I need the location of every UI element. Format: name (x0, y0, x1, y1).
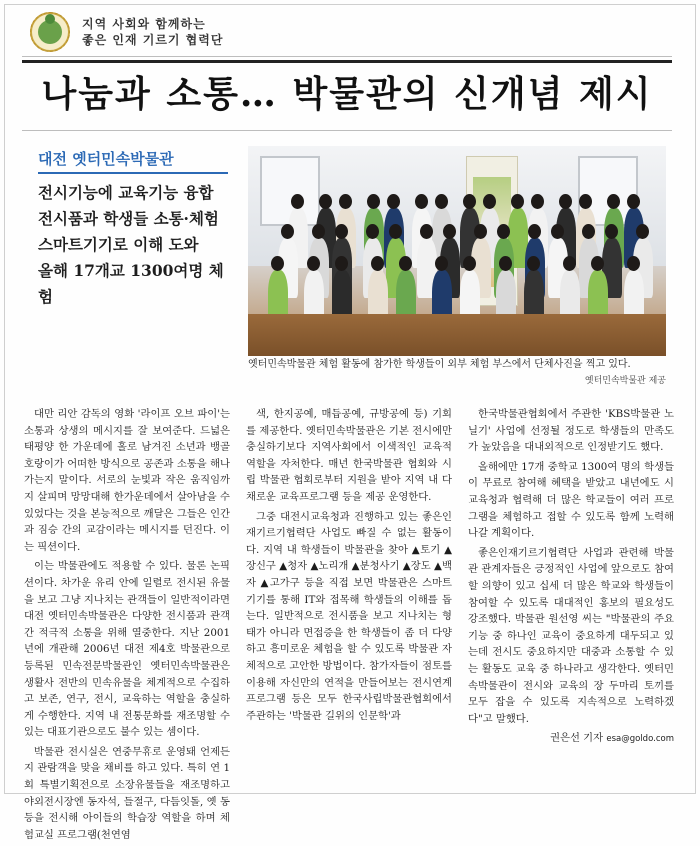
photo-person-head (551, 224, 564, 239)
organization-rule (38, 172, 228, 174)
photo-person-head (335, 256, 348, 271)
logo-emblem (38, 20, 62, 44)
photo-person-head (312, 224, 325, 239)
photo-person-head (499, 256, 512, 271)
photo-person-head (371, 256, 384, 271)
reporter-name: 권은선 기자 (550, 732, 604, 745)
paragraph: 올해에만 17개 중학교 1300여 명의 학생들이 무료로 참여해 혜택을 받았고 내년에도 시교육청과 협력해 더 많은 학교들이 여러 프로그램을 체험하고 접할 수 있도록 함께 노력해 나갈 계획이다. (468, 460, 674, 540)
photo-person-head (463, 256, 476, 271)
photo-person-head (579, 194, 592, 209)
body-column-3 (468, 406, 674, 748)
photo-person-head (511, 194, 524, 209)
slogan-line-1: 지역 사회와 함께하는 (82, 17, 206, 31)
photo-person-head (271, 256, 284, 271)
photo-caption: 옛터민속박물관 체험 활동에 참가한 학생들이 외부 체험 부스에서 단체사진을 찍고 있다. (248, 359, 631, 370)
photo-person-head (420, 224, 433, 239)
photo-person-head (387, 194, 400, 209)
subhead-line: 전시기능에 교육기능 융합 (38, 183, 214, 202)
photo-person-head (483, 194, 496, 209)
photo-person-head (627, 256, 640, 271)
photo-person-head (591, 256, 604, 271)
subhead (38, 180, 238, 310)
byline (468, 730, 674, 748)
photo-person-head (528, 224, 541, 239)
subhead-line: 올해 17개교 1300여명 체험 (38, 261, 224, 306)
photo-person-head (291, 194, 304, 209)
header (30, 12, 223, 52)
slogan-line-2: 좋은 인재 기르기 협력단 (82, 33, 224, 47)
paragraph: 좋은인재기르기협력단 사업과 관련해 박물관 관계자들은 긍정적인 사업에 앞으로도 참여할 의향이 있고 십세 더 많은 학교와 학생들이 참여할 수 있도록 대대적인 홍보의 필요성도 강조했다. 박물관 원선영 씨는 "박물관의 주요 기능 중 하나인 교육이 중요하게 대두되고 있는데 전시도 중요하지만 대중과 소통할 수 있는 활동도 교육 중 하나라고 생각한다. 옛터민속박물관이 전시와 교육의 장 두마리 토끼를 모두 잡을 수 있도록 지속적으로 노력하겠다"고 말했다. (468, 546, 674, 725)
photo-person-head (463, 194, 476, 209)
photo-person-head (531, 194, 544, 209)
photo-person-head (435, 256, 448, 271)
article-body (24, 406, 674, 841)
photo-person-head (399, 256, 412, 271)
header-rule (22, 56, 672, 57)
headline: 나눔과 소통… 박물관의 신개념 제시 (41, 73, 653, 115)
headline-bottom-rule (22, 130, 672, 131)
photo-person-head (636, 224, 649, 239)
photo-person-head (559, 194, 572, 209)
subhead-line: 스마트기기로 이해 도와 (38, 235, 199, 254)
photo-person-head (627, 194, 640, 209)
body-column-2 (246, 406, 452, 727)
photo-person-head (443, 224, 456, 239)
photo-person-head (339, 194, 352, 209)
photo-person-head (474, 224, 487, 239)
organization-name: 대전 옛터민속박물관 (38, 150, 174, 168)
paragraph: 대만 리안 감독의 영화 '라이프 오브 파이'는 소통과 상생의 메시지를 잘 보여준다. 드넓은 태평양 한 가운데에 홀로 남겨진 소년과 뱅골 호랑이가 어떠한 방식으로 공존과 소통을 해나가는지 말이다. 서로의 눈빛과 작은 움직임까지 살피며 망망대해 한가운데에서 살아남을 수 있었다는 것을 본능적으로 깨달은 그들은 인간과 짐승 간의 교감이라는 메시지를 던진다. 이는 픽션이다. (24, 408, 230, 553)
paragraph: 박물관 전시실은 연중무휴로 운영돼 언제든지 관람객을 맞을 채비를 하고 있다. 특히 연 1회 특별기획전으로 소장유물들을 재조명하고 야외전시장엔 동자석, 들절구, 다듬잇돌, 옛 동 등을 전시해 아이들의 학습장 역할을 하며 체험교실 프로그램(천연염 (24, 745, 230, 841)
foundation-logo-icon (30, 12, 70, 52)
photo-person-head (582, 224, 595, 239)
photo-person-head (435, 194, 448, 209)
headline-top-rule (22, 60, 672, 63)
photo-person-head (366, 224, 379, 239)
body-column-1 (24, 406, 230, 846)
paragraph: 한국박물관협회에서 주관한 'KBS박물관 노닐기' 사업에 선정될 정도로 학생들의 만족도가 높았음을 대내외적으로 인정받기도 했다. (468, 408, 674, 454)
photo-person-head (527, 256, 540, 271)
photo-person-head (497, 224, 510, 239)
paragraph: 색, 한지공예, 매듭공예, 규방공예 등) 기회를 제공한다. 옛터민속박물관은 기본 전시에만 충실하기보다 지역사회에서 이색적인 교육적 역할을 자처한다. 매년 한국박물관 협회와 시립 박물관 협회로부터 지원을 받아 지역 내 다채로운 교육프로그램 등을 제공 운영한다. (246, 408, 452, 503)
photo-table (248, 314, 666, 356)
photo-person-head (307, 256, 320, 271)
photo-person-head (367, 194, 380, 209)
photo-person-head (319, 194, 332, 209)
photo-person-head (281, 224, 294, 239)
group-photo (248, 146, 666, 356)
photo-person-head (605, 224, 618, 239)
paragraph: 이는 박물관에도 적용할 수 있다. 물론 논픽션이다. 차가운 유리 안에 일렬로 전시된 유물을 보고 그냥 지나치는 관객들이 일반적이라면 대전 옛터민속박물관은 다양한 전시품과 관객 간 적극적 소통을 위해 열중한다. 지난 2001년에 개관해 2006년 대전 제4호 박물관으로 등록된 민속전문박물관인 옛터민속박물관은 생활사 전반의 민속유물을 체계적으로 수집하고 보존, 연구, 전시, 교육하는 역할을 충실하게 수행한다. 지역 내 전통문화를 재조명할 수 있는 대표기관으로도 불수 있는 셈이다. (24, 560, 230, 739)
reporter-email[interactable]: esa@goldo.com (606, 734, 674, 745)
slogan (82, 16, 223, 48)
photo-credit: 옛터민속박물관 제공 (584, 376, 666, 386)
photo-person-head (335, 224, 348, 239)
subhead-line: 전시품과 학생들 소통·체험 (38, 209, 219, 228)
photo-person-head (415, 194, 428, 209)
photo-person-head (389, 224, 402, 239)
photo-person-head (607, 194, 620, 209)
paragraph: 그중 대전시교육청과 진행하고 있는 좋은인재기르기협력단 사업도 빠질 수 없는 활동이다. 지역 내 학생들이 박물관을 찾아 ▲토기 ▲장신구 ▲청자 ▲노리개 ▲분청사기 ▲장도 ▲백자 ▲고가구 등을 직접 보면 박물관은 스마트 기기를 통해 IT와 접목해 학생들의 이해를 돕는다. 일반적으로 전시품을 보고 지나치는 형태가 아니라 면접증을 한 학생들이 좀 더 다양하고 흥미로운 체험을 할 수 있도록 박물관 자체적으로 고안한 방법이다. 참가자들이 점토를 이용해 자신만의 연적을 만들어보는 전시연계프로그램 등은 모두 한국사립박물관협회에서 주관하는 '박물관 길위의 인문학'과 (246, 510, 452, 722)
photo-person-head (563, 256, 576, 271)
